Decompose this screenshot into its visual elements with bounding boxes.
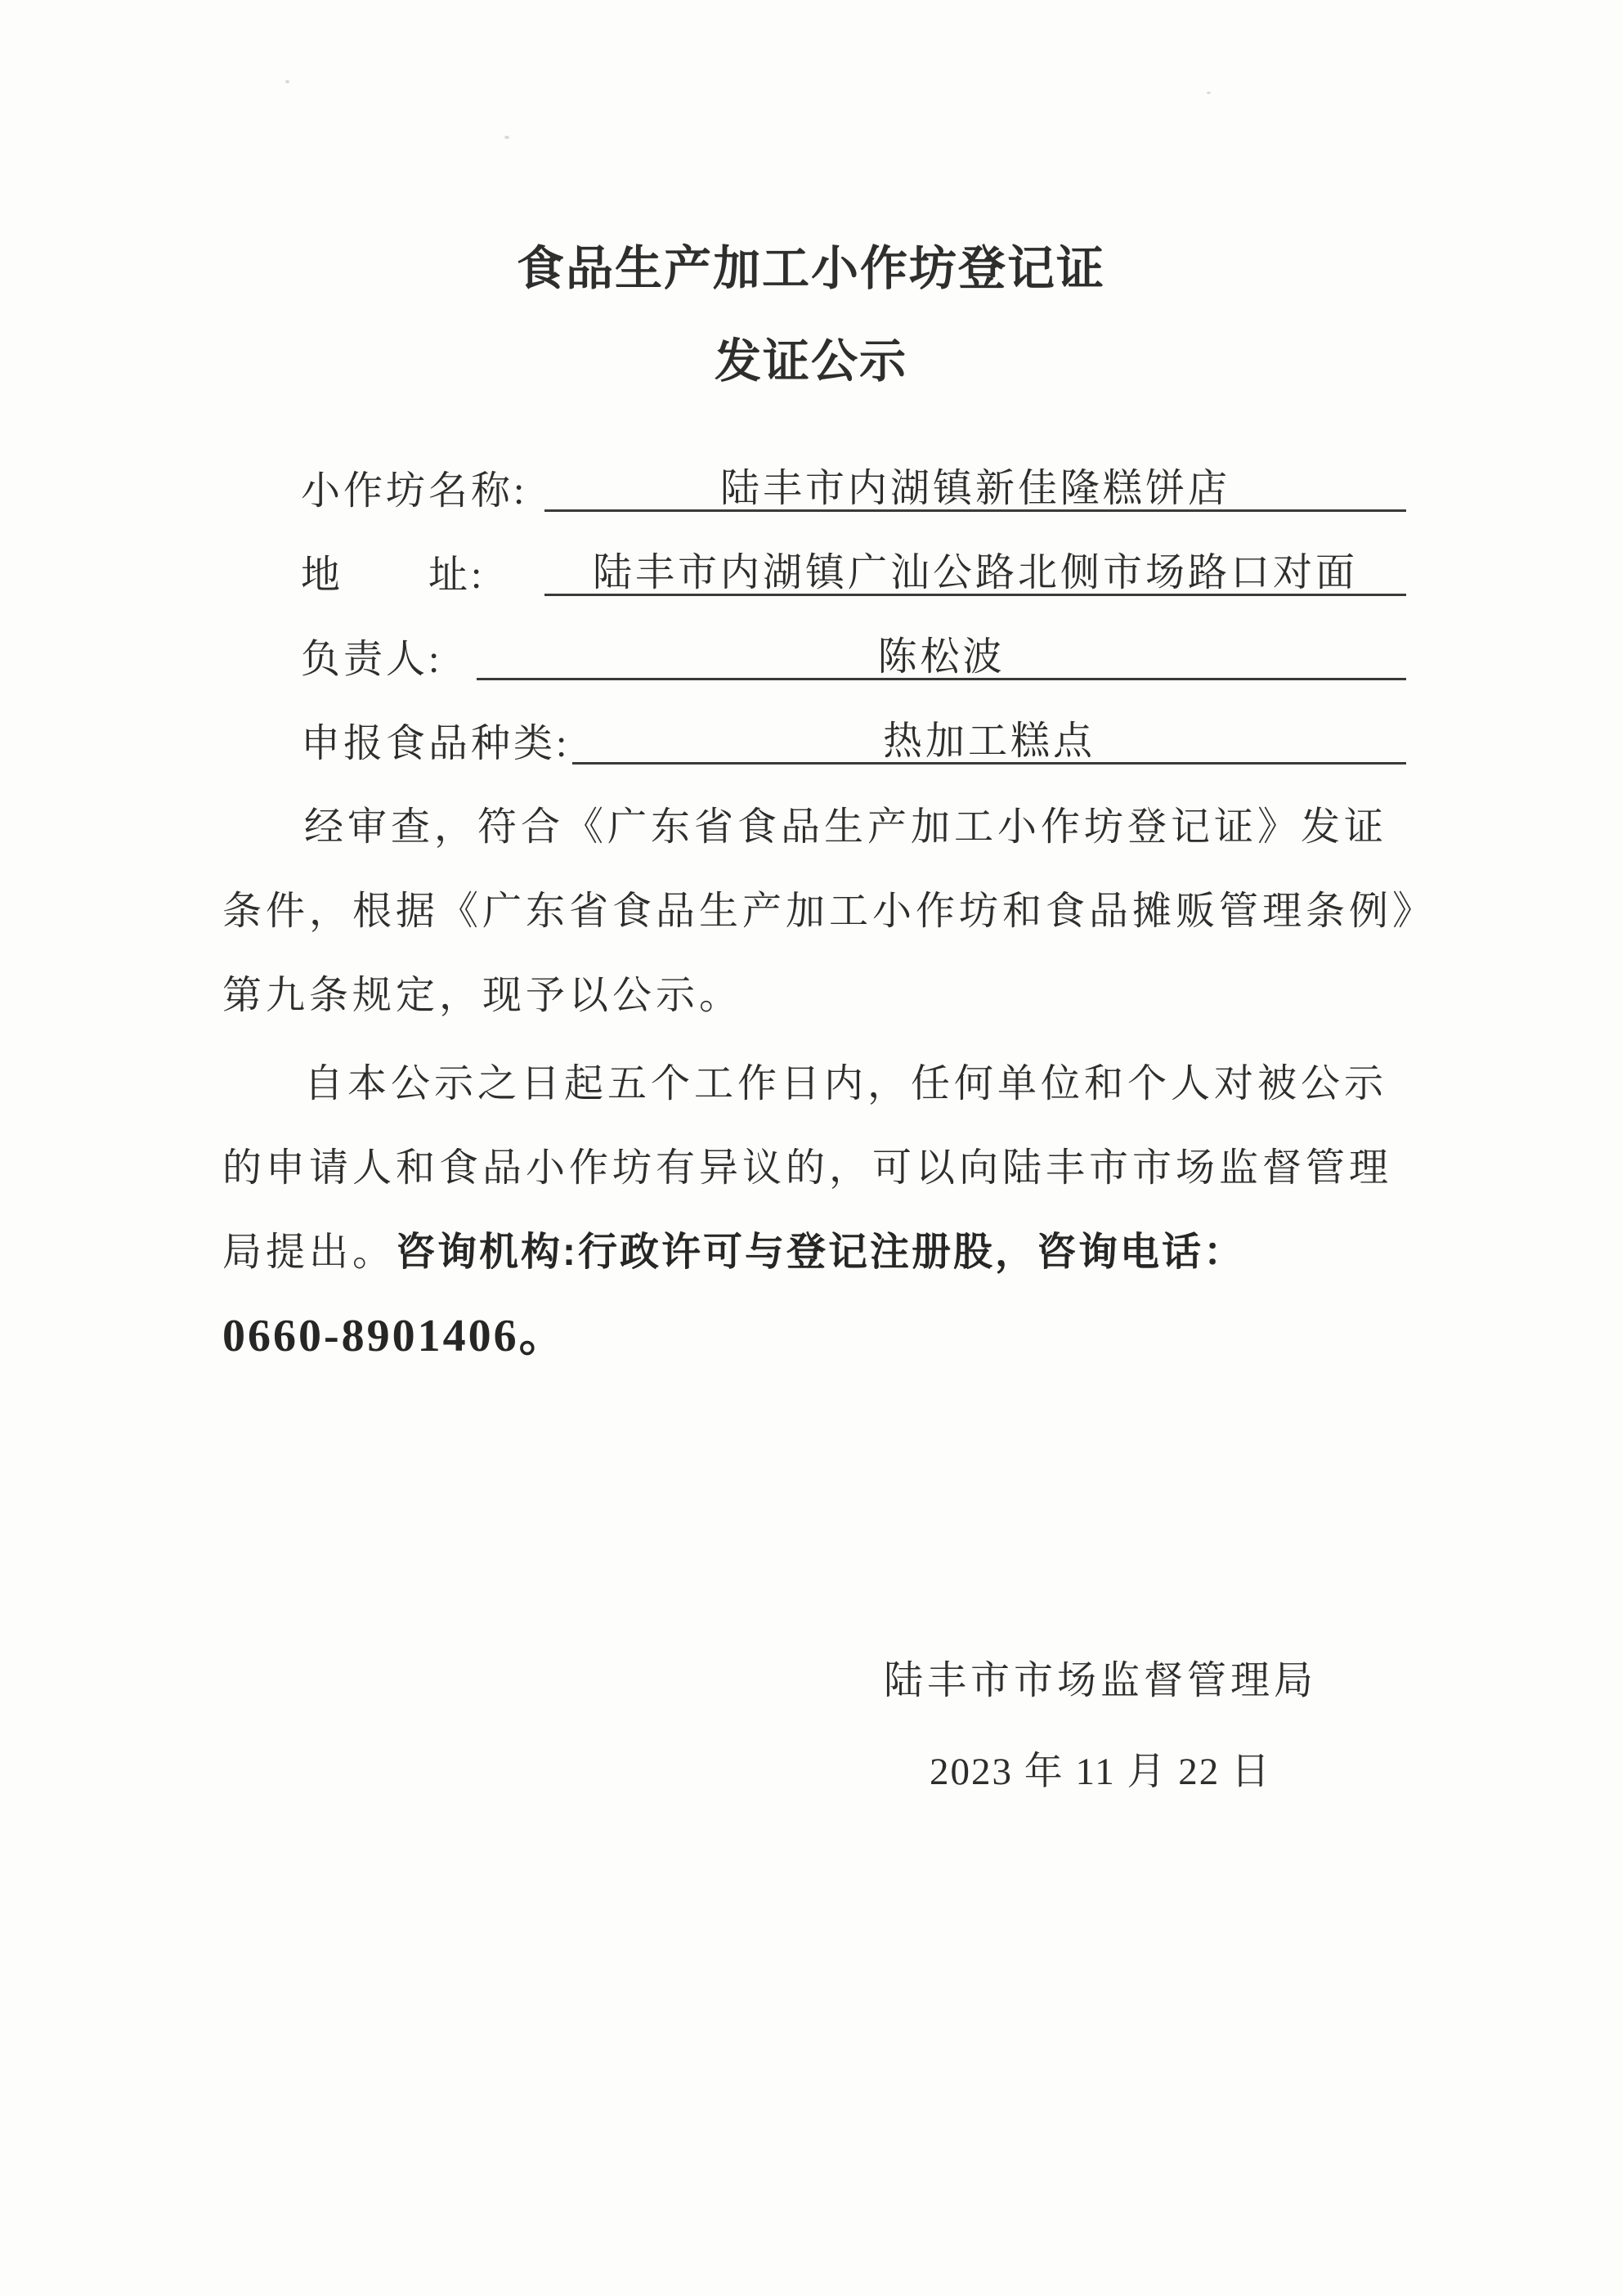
body-line: 经审查，符合《广东省食品生产加工小作坊登记证》发证 [304,805,1388,849]
scan-speck [1207,92,1211,94]
scan-speck [504,136,509,139]
document-title: 食品生产加工小作坊登记证 [516,242,1105,295]
document-subtitle: 发证公示 [715,335,907,388]
workshop-name-value: 陆丰市内湖镇新佳隆糕饼店 [719,467,1230,510]
body-line-mixed [222,1210,1416,1294]
field-row-food-category [301,720,1406,765]
field-row-address [301,551,1406,597]
consult-phone-number: 0660-8901406。 [222,1311,567,1361]
food-category-underline [572,721,1406,765]
food-category-label: 申报食品种类: [301,722,571,765]
signature-block [781,1657,1420,1796]
field-row-workshop-name [301,467,1406,513]
address-value: 陆丰市内湖镇广汕公路北侧市场路口对面 [592,551,1358,594]
consult-org-bold-text: 咨询机构:行政许可与登记注册股，咨询电话： [396,1231,1246,1274]
issuing-authority: 陆丰市市场监督管理局 [883,1659,1317,1702]
field-row-person-in-charge [301,635,1406,681]
objection-paragraph [222,1042,1416,1379]
workshop-name-label: 小作坊名称: [301,469,528,513]
body-line-normal-part: 局提出。 [222,1231,397,1274]
person-in-charge-underline [477,637,1406,680]
body-line: 第九条规定，现予以公示。 [222,974,743,1017]
scan-speck [285,80,289,83]
body-line: 的申请人和食品小作坊有异议的，可以向陆丰市市场监督管理 [222,1146,1393,1190]
body-line: 条件，根据《广东省食品生产加工小作坊和食品摊贩管理条例》 [222,890,1436,933]
issue-date: 2023 年 11 月 22 日 [929,1751,1271,1793]
address-underline [544,553,1406,596]
workshop-name-underline [544,469,1406,512]
person-in-charge-value: 陈松波 [877,635,1006,679]
food-category-value: 热加工糕点 [882,720,1096,763]
person-in-charge-label: 负责人: [301,638,443,681]
address-label: 地 址: [301,554,486,597]
review-paragraph [222,785,1436,1038]
body-line: 自本公示之日起五个工作日内，任何单位和个人对被公示 [304,1062,1388,1105]
